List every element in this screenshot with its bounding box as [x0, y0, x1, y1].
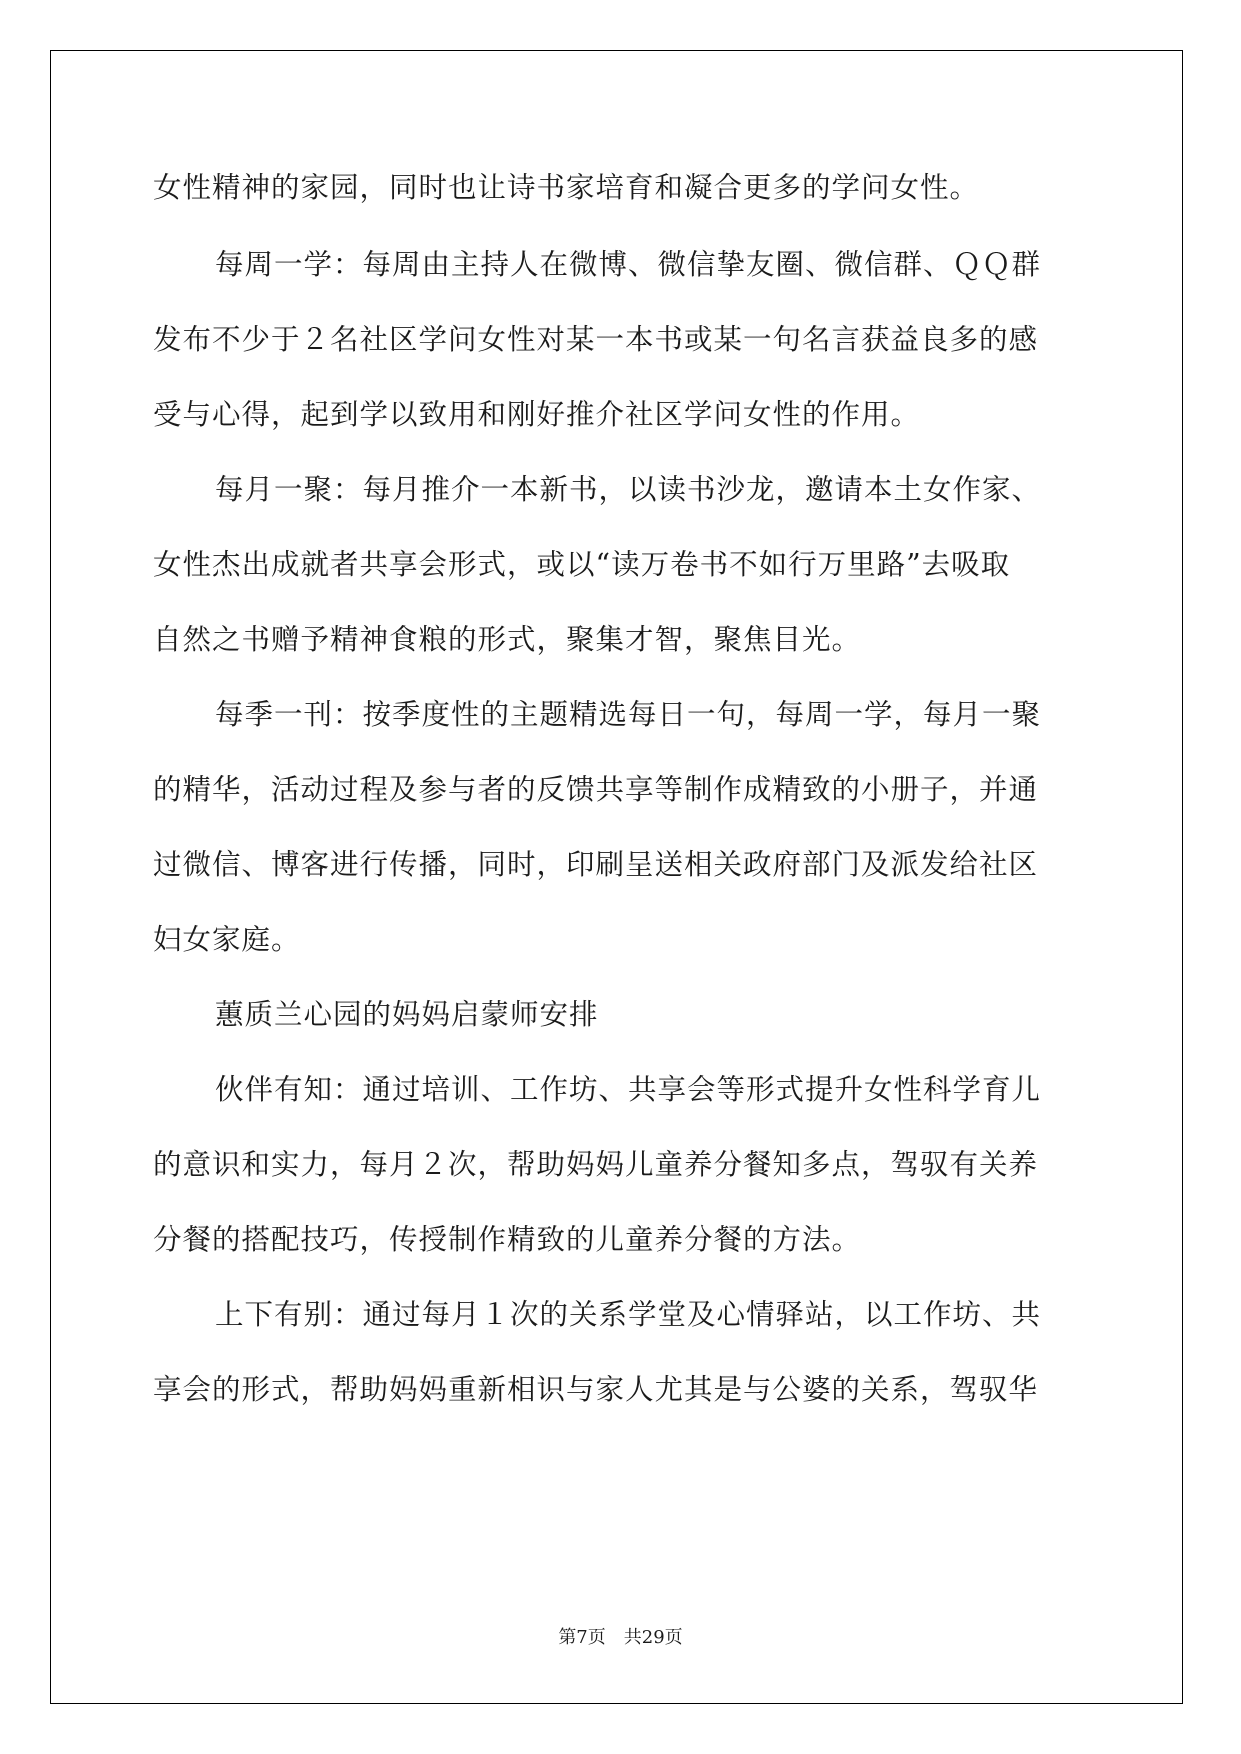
text-line: 的精华，活动过程及参与者的反馈共享等制作成精致的小册子，并通 — [153, 773, 1039, 806]
text-line: 发布不少于２名社区学问女性对某一本书或某一句名言获益良多的感 — [153, 323, 1039, 356]
text-line: 过微信、博客进行传播，同时，印刷呈送相关政府部门及派发给社区 — [153, 848, 1039, 881]
text-line: 每季一刊：按季度性的主题精选每日一句，每周一学，每月一聚 — [215, 698, 1042, 731]
text-line: 女性精神的家园，同时也让诗书家培育和凝合更多的学问女性。 — [153, 171, 980, 204]
text-line: 女性杰出成就者共享会形式，或以“读万卷书不如行万里路”去吸取 — [153, 548, 1011, 581]
text-line: 每月一聚：每月推介一本新书，以读书沙龙，邀请本土女作家、 — [215, 473, 1042, 506]
text-line: 的意识和实力，每月２次，帮助妈妈儿童养分餐知多点，驾驭有关养 — [153, 1148, 1039, 1181]
text-line: 分餐的搭配技巧，传授制作精致的儿童养分餐的方法。 — [153, 1223, 862, 1256]
text-line: 上下有别：通过每月１次的关系学堂及心情驿站，以工作坊、共 — [215, 1298, 1042, 1331]
page-number-footer: 第7页 共29页 — [558, 1627, 683, 1648]
section-heading: 蕙质兰心园的妈妈启蒙师安排 — [215, 998, 599, 1031]
text-line: 自然之书赠予精神食粮的形式，聚集才智，聚焦目光。 — [153, 623, 862, 656]
text-line: 享会的形式，帮助妈妈重新相识与家人尤其是与公婆的关系，驾驭华 — [153, 1373, 1039, 1406]
text-line: 每周一学：每周由主持人在微博、微信挚友圈、微信群、ＱＱ群 — [215, 248, 1042, 281]
text-line: 妇女家庭。 — [153, 923, 301, 956]
text-line: 伙伴有知：通过培训、工作坊、共享会等形式提升女性科学育儿 — [215, 1073, 1042, 1106]
text-line: 受与心得，起到学以致用和刚好推介社区学问女性的作用。 — [153, 398, 921, 431]
